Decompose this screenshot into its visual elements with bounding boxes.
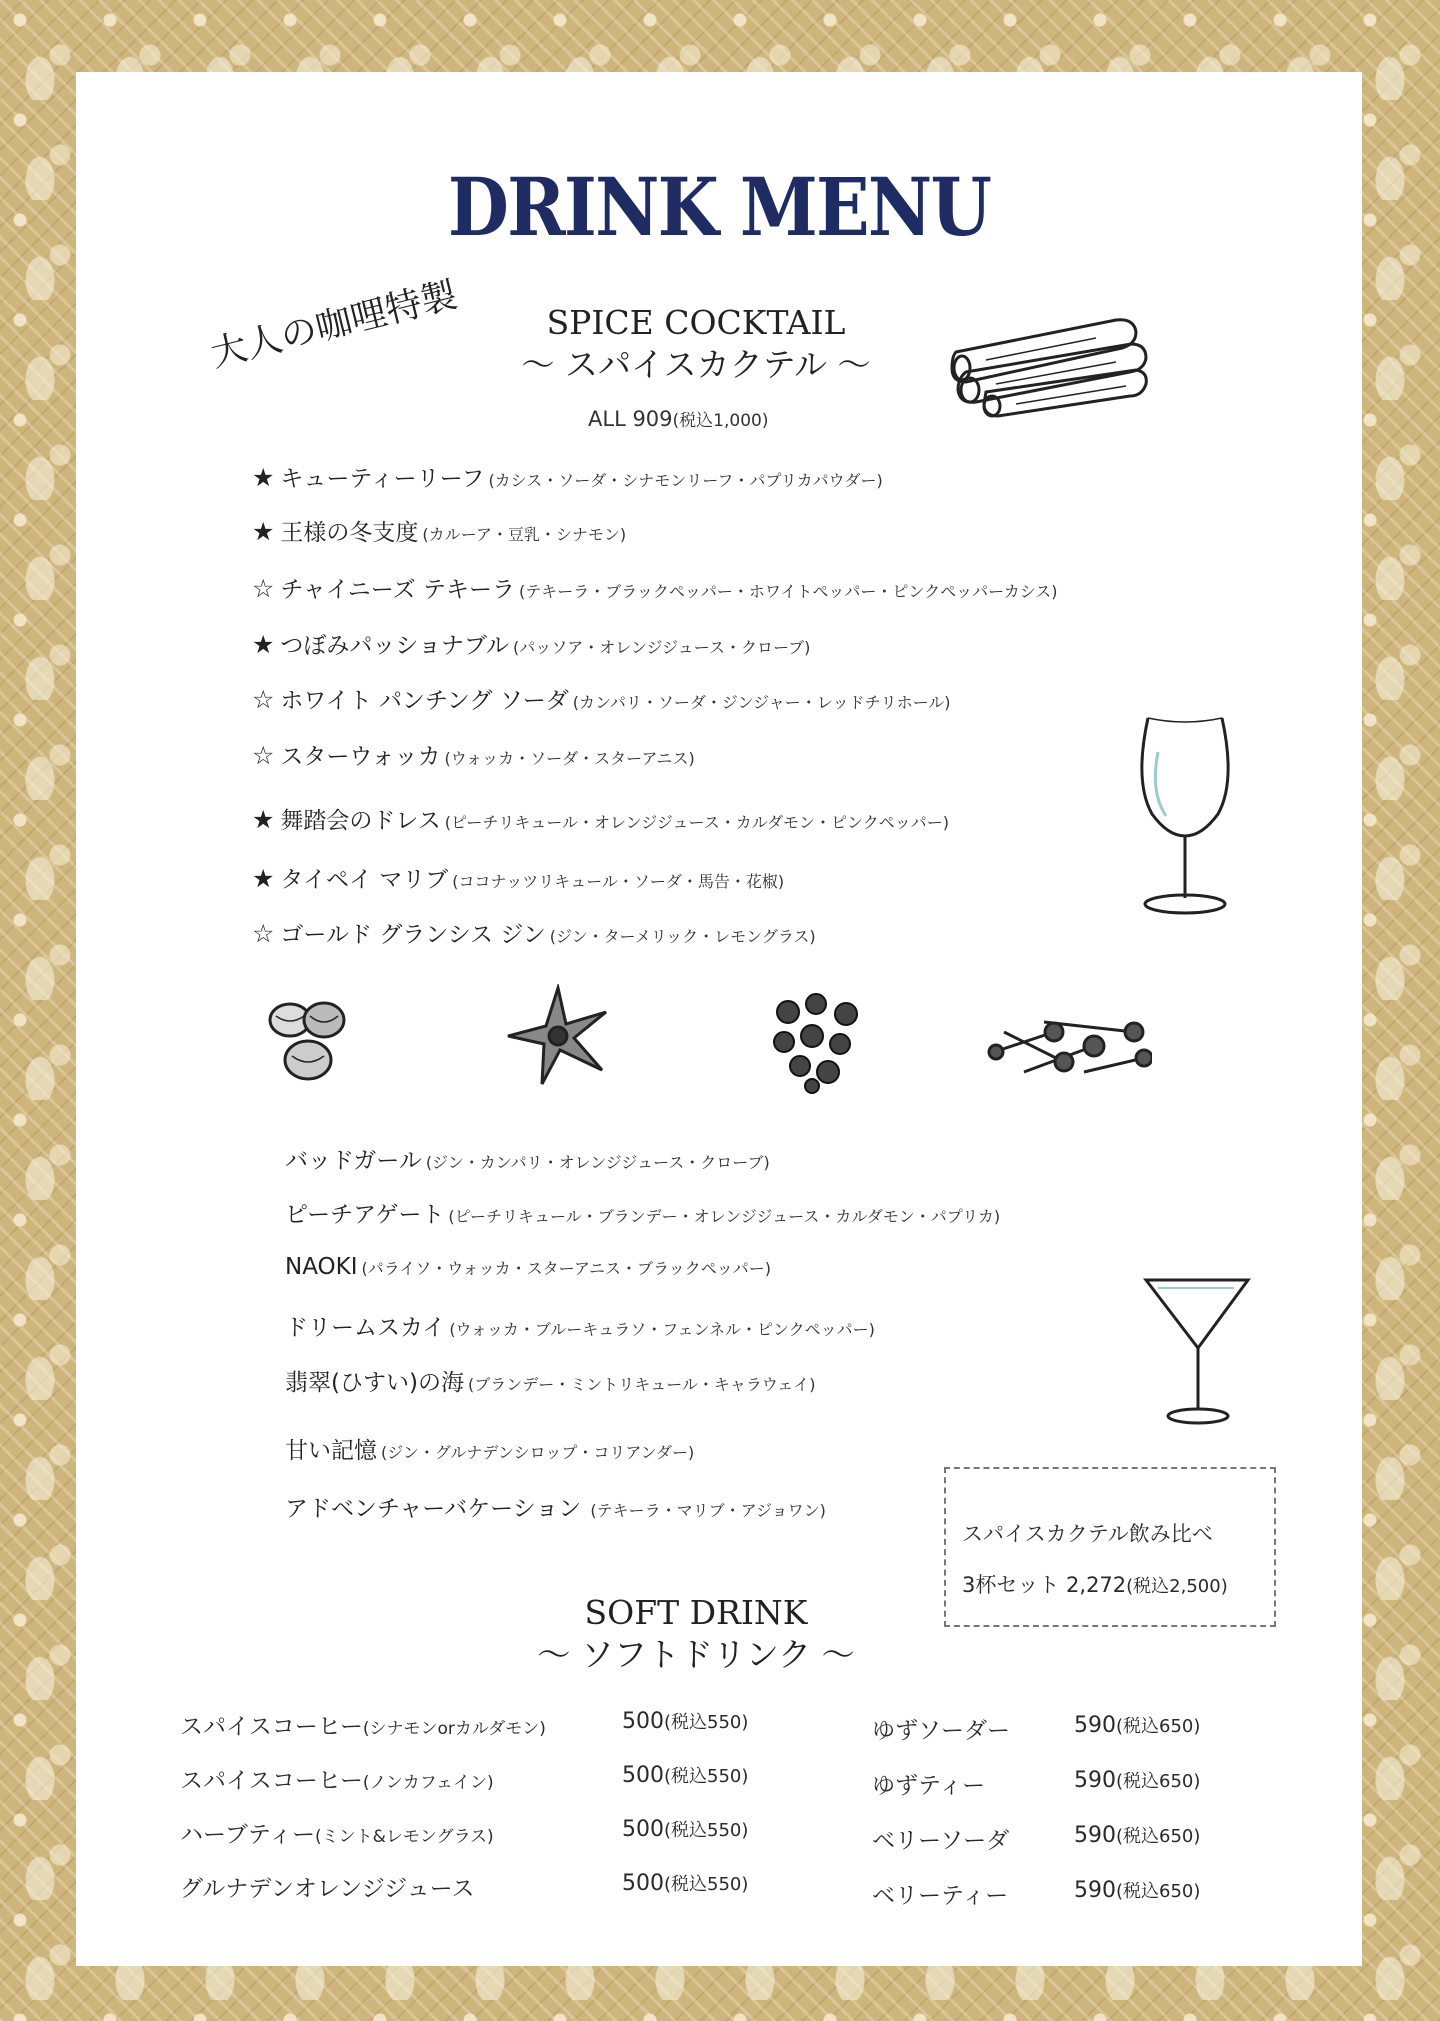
spice-item [252, 460, 883, 493]
soft-price [1074, 1767, 1200, 1793]
price-value: 500 [622, 1817, 664, 1842]
drink-name: スパイスコーヒー [180, 1714, 363, 1740]
soft-item [180, 1870, 475, 1903]
spice-item [252, 916, 816, 949]
soft-item: ゆずソーダー [872, 1718, 1010, 1744]
drink-name: ゴールド グランシス ジン [280, 922, 546, 948]
menu-panel [76, 72, 1362, 1966]
drink-ingredients: (カシス・ソーダ・シナモンリーフ・パプリカパウダー) [488, 471, 883, 490]
drink-name: スパイスコーヒー [180, 1768, 363, 1794]
spice-item [285, 1364, 815, 1397]
drink-name: 舞踏会のドレス [280, 808, 441, 834]
spice-item [285, 1309, 875, 1342]
soft-item: ベリーティー [872, 1883, 1009, 1909]
drink-name: つぼみパッショナブル [280, 633, 510, 659]
spice-price [588, 406, 768, 431]
clove-icon [984, 992, 1152, 1092]
price-value: 590 [1074, 1768, 1116, 1793]
drink-name: 王様の冬支度 [280, 520, 419, 546]
spice-item [252, 802, 949, 835]
house-special-stamp: 大人の咖哩特製 [206, 274, 462, 376]
drink-name: NAOKI [285, 1254, 358, 1280]
spice-item [285, 1254, 771, 1280]
drink-name: スターウォッカ [280, 744, 441, 770]
spice-heading [476, 302, 916, 386]
soft-item: ゆずティー [872, 1773, 986, 1799]
drink-ingredients: (カンパリ・ソーダ・ジンジャー・レッドチリホール) [572, 693, 951, 712]
drink-name: キューティーリーフ [280, 466, 485, 492]
price-tax: (税込650) [1116, 1716, 1201, 1737]
peppercorn-icon [766, 990, 876, 1094]
drink-name: バッドガール [285, 1148, 422, 1174]
drink-ingredients: (ウォッカ・ソーダ・スターアニス) [444, 749, 695, 768]
drink-ingredients: (ジン・カンパリ・オレンジジュース・クローブ) [425, 1153, 770, 1172]
drink-ingredients: (ココナッツリキュール・ソーダ・馬告・花椒) [452, 872, 785, 891]
drink-note: (ノンカフェイン) [362, 1773, 494, 1793]
drink-note: (シナモンorカルダモン) [362, 1719, 546, 1739]
drink-ingredients: (ピーチリキュール・オレンジジュース・カルダモン・ピンクペッパー) [444, 813, 949, 832]
soft-heading-jp: 〜 ソフトドリンク 〜 [537, 1635, 855, 1674]
star-icon: ☆ [252, 919, 275, 948]
drink-ingredients: (ジン・ターメリック・レモングラス) [549, 927, 816, 946]
spice-item [252, 861, 784, 894]
spice-item [252, 514, 626, 547]
spice-heading-jp: 〜 スパイスカクテル 〜 [521, 345, 871, 384]
drink-name: アドベンチャーバケーション [285, 1496, 582, 1522]
drink-ingredients: (パッソア・オレンジジュース・クローブ) [513, 638, 811, 657]
soft-price [1074, 1877, 1200, 1903]
spice-item [285, 1142, 770, 1175]
drink-name: ドリームスカイ [285, 1315, 446, 1341]
drink-name: ピーチアゲート [285, 1202, 445, 1228]
tasting-set-line2 [962, 1560, 1274, 1612]
drink-ingredients: (テキーラ・マリブ・アジョワン) [585, 1501, 826, 1520]
drink-ingredients: (ジン・グルナデンシロップ・コリアンダー) [381, 1443, 695, 1462]
tasting-set-price: 3杯セット 2,272 [962, 1573, 1127, 1597]
soft-item [180, 1708, 546, 1741]
drink-name: グルナデンオレンジジュース [180, 1876, 475, 1902]
price-tax: (税込550) [664, 1820, 749, 1841]
price-value: 590 [1074, 1823, 1116, 1848]
spice-item [252, 738, 695, 771]
tasting-set-box [944, 1467, 1276, 1627]
page-title: DRINK MENU [447, 160, 991, 254]
star-anise-icon [502, 984, 614, 1088]
price-value: 500 [622, 1871, 664, 1896]
drink-name: 甘い記憶 [285, 1438, 377, 1464]
soft-price [622, 1870, 748, 1896]
star-icon: ★ [252, 805, 275, 834]
price-value: 590 [1074, 1878, 1116, 1903]
star-icon: ★ [252, 864, 275, 893]
price-tax: (税込550) [664, 1766, 749, 1787]
price-value: 500 [622, 1709, 664, 1734]
price-tax: (税込650) [1116, 1826, 1201, 1847]
soft-price [1074, 1712, 1200, 1738]
star-icon: ☆ [252, 741, 275, 770]
wine-glass-icon [1130, 712, 1240, 922]
soft-item [180, 1762, 494, 1795]
drink-name: ホワイト パンチング ソーダ [280, 688, 569, 714]
spice-item [252, 571, 1058, 604]
martini-glass-icon [1142, 1270, 1252, 1430]
spice-item [252, 627, 810, 660]
drink-ingredients: (ウォッカ・ブルーキュラソ・フェンネル・ピンクペッパー) [449, 1320, 875, 1339]
price-value: 590 [1074, 1713, 1116, 1738]
star-icon: ☆ [252, 685, 275, 714]
price-tax: (税込550) [664, 1712, 749, 1733]
drink-name: チャイニーズ テキーラ [280, 577, 515, 603]
cinnamon-icon [946, 312, 1151, 422]
price-tax: (税込650) [1116, 1771, 1201, 1792]
spice-item [285, 1196, 1000, 1229]
drink-ingredients: (ピーチリキュール・ブランデー・オレンジジュース・カルダモン・パプリカ) [448, 1207, 1001, 1226]
soft-item: ベリーソーダ [872, 1828, 1010, 1854]
drink-name: 翡翠(ひすい)の海 [285, 1370, 464, 1396]
star-icon: ★ [252, 630, 275, 659]
soft-price [622, 1708, 748, 1734]
drink-ingredients: (カルーア・豆乳・シナモン) [422, 525, 627, 544]
soft-heading-en: SOFT DRINK [584, 1593, 808, 1632]
price-value: 500 [622, 1763, 664, 1788]
drink-ingredients: (ブランデー・ミントリキュール・キャラウェイ) [467, 1375, 816, 1394]
drink-ingredients: (パライソ・ウォッカ・スターアニス・ブラックペッパー) [361, 1259, 771, 1278]
spice-heading-en: SPICE COCKTAIL [546, 303, 846, 342]
soft-item [180, 1816, 494, 1849]
tasting-set-tax: (税込2,500) [1126, 1576, 1228, 1597]
drink-note: (ミント&レモングラス) [315, 1827, 494, 1847]
drink-name: タイペイ マリブ [280, 867, 449, 893]
drink-name: ハーブティー [180, 1822, 316, 1848]
spice-price-tax: (税込1,000) [672, 411, 769, 431]
soft-heading [476, 1592, 916, 1676]
soft-price [622, 1816, 748, 1842]
spice-item [285, 1432, 694, 1465]
spice-price-value: ALL 909 [588, 407, 673, 431]
nutmeg-icon [262, 990, 362, 1090]
soft-price [1074, 1822, 1200, 1848]
price-tax: (税込650) [1116, 1881, 1201, 1902]
price-tax: (税込550) [664, 1874, 749, 1895]
spice-item [252, 682, 951, 715]
star-icon: ★ [252, 517, 275, 546]
star-icon: ★ [252, 463, 275, 492]
star-icon: ☆ [252, 574, 275, 603]
spice-item [285, 1490, 826, 1523]
drink-ingredients: (テキーラ・ブラックペッパー・ホワイトペッパー・ピンクペッパーカシス) [518, 582, 1058, 601]
tasting-set-line1: スパイスカクテル飲み比べ [962, 1522, 1213, 1546]
soft-price [622, 1762, 748, 1788]
